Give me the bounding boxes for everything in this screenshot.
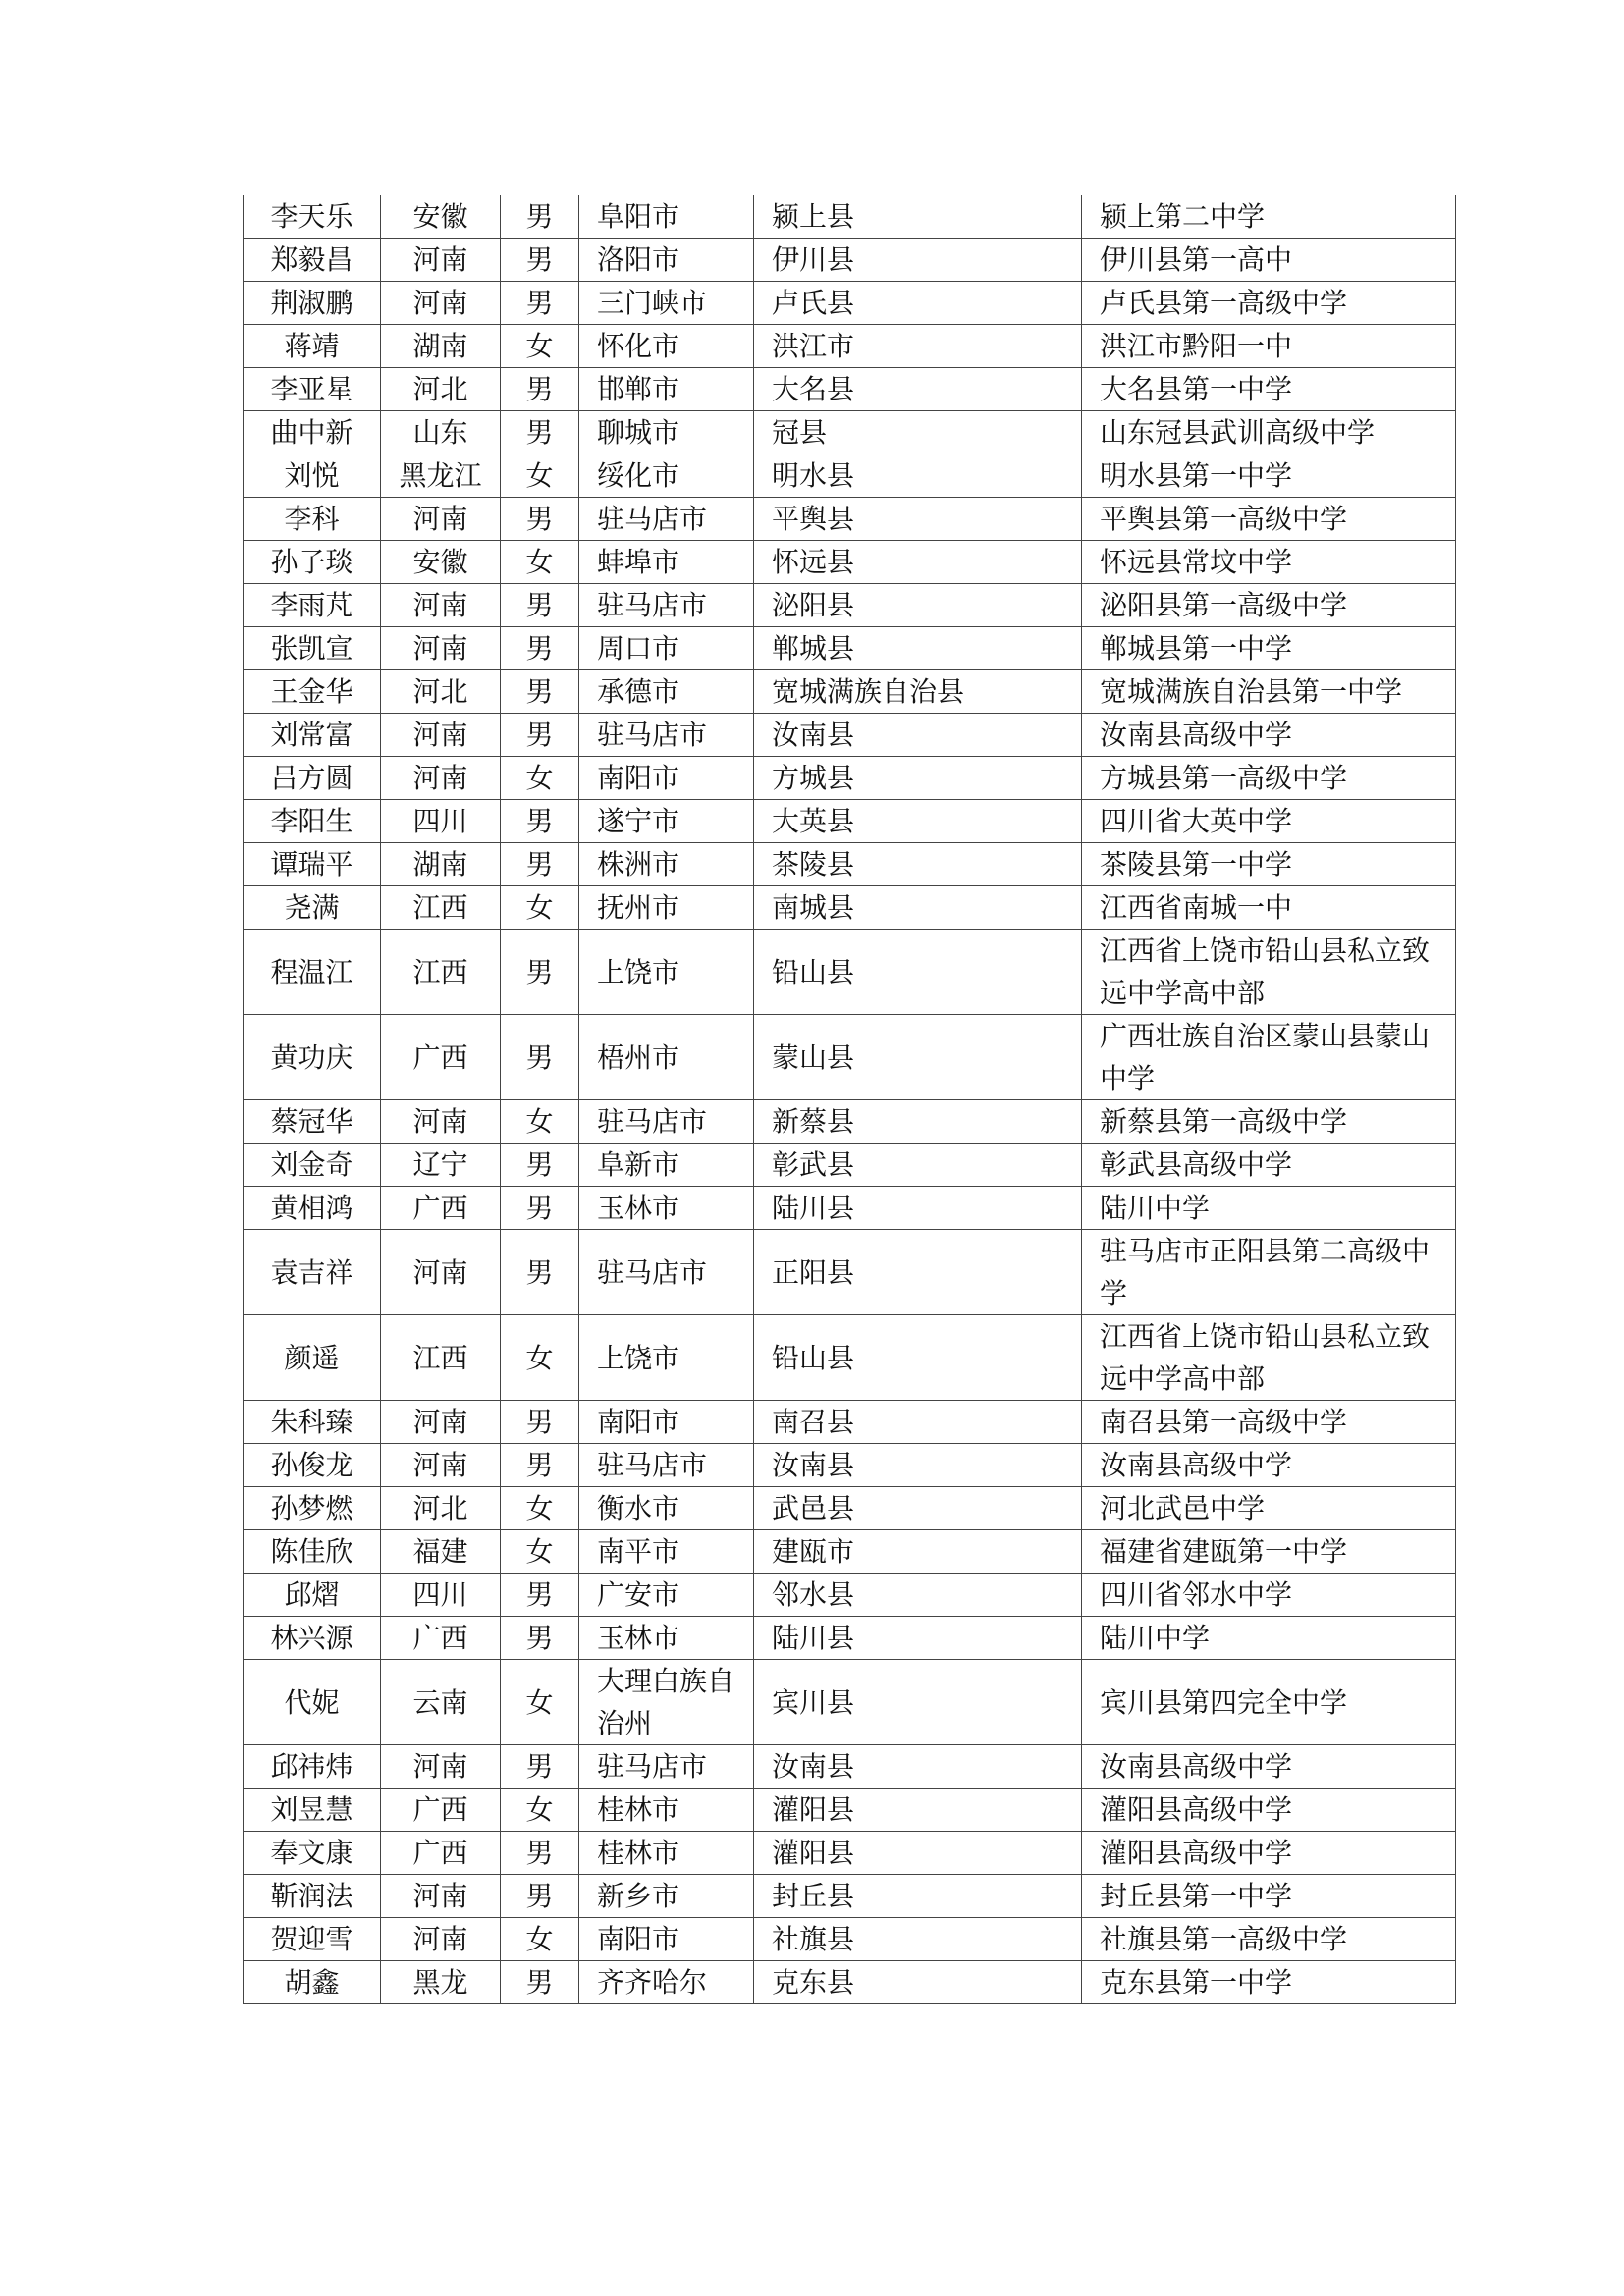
table-row xyxy=(244,498,1456,541)
county-cell: 灌阳县 xyxy=(754,1789,1082,1832)
gender-cell: 男 xyxy=(501,843,579,886)
gender-cell: 男 xyxy=(501,1832,579,1875)
student-name-cell: 黄功庆 xyxy=(244,1015,381,1100)
student-name-cell: 张凯宣 xyxy=(244,627,381,670)
province-cell: 广西 xyxy=(381,1187,501,1230)
county-cell: 冠县 xyxy=(754,411,1082,454)
student-name-cell: 李科 xyxy=(244,498,381,541)
table-row xyxy=(244,1401,1456,1444)
county-cell: 社旗县 xyxy=(754,1918,1082,1961)
table-row xyxy=(244,239,1456,282)
student-name-cell: 曲中新 xyxy=(244,411,381,454)
school-cell: 茶陵县第一中学 xyxy=(1082,843,1456,886)
table-row xyxy=(244,1617,1456,1660)
province-cell: 广西 xyxy=(381,1789,501,1832)
school-cell: 方城县第一高级中学 xyxy=(1082,757,1456,800)
gender-cell: 女 xyxy=(501,1789,579,1832)
province-cell: 河南 xyxy=(381,1745,501,1789)
gender-cell: 男 xyxy=(501,1961,579,2004)
gender-cell: 男 xyxy=(501,1015,579,1100)
province-cell: 福建 xyxy=(381,1530,501,1574)
table-row xyxy=(244,1315,1456,1401)
gender-cell: 男 xyxy=(501,800,579,843)
gender-cell: 男 xyxy=(501,930,579,1015)
table-row xyxy=(244,757,1456,800)
county-cell: 怀远县 xyxy=(754,541,1082,584)
gender-cell: 女 xyxy=(501,454,579,498)
province-cell: 黑龙 xyxy=(381,1961,501,2004)
school-cell: 彰武县高级中学 xyxy=(1082,1144,1456,1187)
gender-cell: 男 xyxy=(501,1875,579,1918)
county-cell: 新蔡县 xyxy=(754,1100,1082,1144)
school-cell: 河北武邑中学 xyxy=(1082,1487,1456,1530)
city-cell: 株洲市 xyxy=(579,843,754,886)
city-cell: 南阳市 xyxy=(579,757,754,800)
student-name-cell: 刘昱慧 xyxy=(244,1789,381,1832)
gender-cell: 男 xyxy=(501,670,579,714)
county-cell: 宽城满族自治县 xyxy=(754,670,1082,714)
gender-cell: 男 xyxy=(501,1444,579,1487)
county-cell: 泌阳县 xyxy=(754,584,1082,627)
school-cell: 山东冠县武训高级中学 xyxy=(1082,411,1456,454)
student-name-cell: 程温江 xyxy=(244,930,381,1015)
county-cell: 平舆县 xyxy=(754,498,1082,541)
county-cell: 南城县 xyxy=(754,886,1082,930)
student-name-cell: 颜遥 xyxy=(244,1315,381,1401)
table-row xyxy=(244,541,1456,584)
student-name-cell: 代妮 xyxy=(244,1660,381,1745)
gender-cell: 女 xyxy=(501,1530,579,1574)
school-cell: 泌阳县第一高级中学 xyxy=(1082,584,1456,627)
county-cell: 蒙山县 xyxy=(754,1015,1082,1100)
county-cell: 茶陵县 xyxy=(754,843,1082,886)
county-cell: 正阳县 xyxy=(754,1230,1082,1315)
table-row xyxy=(244,1444,1456,1487)
school-cell: 陆川中学 xyxy=(1082,1187,1456,1230)
student-name-cell: 林兴源 xyxy=(244,1617,381,1660)
gender-cell: 男 xyxy=(501,239,579,282)
city-cell: 玉林市 xyxy=(579,1617,754,1660)
province-cell: 广西 xyxy=(381,1832,501,1875)
city-cell: 上饶市 xyxy=(579,930,754,1015)
gender-cell: 男 xyxy=(501,627,579,670)
student-name-cell: 靳润法 xyxy=(244,1875,381,1918)
table-row xyxy=(244,843,1456,886)
student-name-cell: 尧满 xyxy=(244,886,381,930)
province-cell: 山东 xyxy=(381,411,501,454)
province-cell: 辽宁 xyxy=(381,1144,501,1187)
student-name-cell: 邱祎炜 xyxy=(244,1745,381,1789)
gender-cell: 男 xyxy=(501,282,579,325)
gender-cell: 男 xyxy=(501,584,579,627)
table-row xyxy=(244,282,1456,325)
gender-cell: 男 xyxy=(501,195,579,239)
gender-cell: 男 xyxy=(501,1574,579,1617)
school-cell: 汝南县高级中学 xyxy=(1082,714,1456,757)
county-cell: 明水县 xyxy=(754,454,1082,498)
city-cell: 驻马店市 xyxy=(579,714,754,757)
county-cell: 武邑县 xyxy=(754,1487,1082,1530)
province-cell: 河南 xyxy=(381,282,501,325)
table-row xyxy=(244,1875,1456,1918)
city-cell: 新乡市 xyxy=(579,1875,754,1918)
student-name-cell: 刘金奇 xyxy=(244,1144,381,1187)
school-cell: 新蔡县第一高级中学 xyxy=(1082,1100,1456,1144)
table-row xyxy=(244,627,1456,670)
province-cell: 河南 xyxy=(381,714,501,757)
gender-cell: 女 xyxy=(501,1660,579,1745)
gender-cell: 男 xyxy=(501,411,579,454)
city-cell: 桂林市 xyxy=(579,1789,754,1832)
table-row xyxy=(244,584,1456,627)
city-cell: 驻马店市 xyxy=(579,498,754,541)
province-cell: 黑龙江 xyxy=(381,454,501,498)
gender-cell: 女 xyxy=(501,757,579,800)
province-cell: 河南 xyxy=(381,627,501,670)
city-cell: 大理白族自治州 xyxy=(579,1660,754,1745)
table-row xyxy=(244,714,1456,757)
gender-cell: 女 xyxy=(501,541,579,584)
province-cell: 云南 xyxy=(381,1660,501,1745)
student-name-cell: 荆淑鹏 xyxy=(244,282,381,325)
city-cell: 抚州市 xyxy=(579,886,754,930)
school-cell: 汝南县高级中学 xyxy=(1082,1745,1456,1789)
school-cell: 大名县第一中学 xyxy=(1082,368,1456,411)
table-row xyxy=(244,1015,1456,1100)
student-name-cell: 蒋靖 xyxy=(244,325,381,368)
province-cell: 河南 xyxy=(381,584,501,627)
city-cell: 南阳市 xyxy=(579,1918,754,1961)
city-cell: 衡水市 xyxy=(579,1487,754,1530)
county-cell: 郸城县 xyxy=(754,627,1082,670)
province-cell: 河南 xyxy=(381,1875,501,1918)
province-cell: 安徽 xyxy=(381,541,501,584)
county-cell: 伊川县 xyxy=(754,239,1082,282)
gender-cell: 男 xyxy=(501,368,579,411)
school-cell: 颍上第二中学 xyxy=(1082,195,1456,239)
city-cell: 驻马店市 xyxy=(579,1745,754,1789)
school-cell: 怀远县常坟中学 xyxy=(1082,541,1456,584)
province-cell: 河南 xyxy=(381,757,501,800)
student-name-cell: 孙俊龙 xyxy=(244,1444,381,1487)
gender-cell: 女 xyxy=(501,325,579,368)
school-cell: 克东县第一中学 xyxy=(1082,1961,1456,2004)
school-cell: 江西省上饶市铅山县私立致远中学高中部 xyxy=(1082,930,1456,1015)
county-cell: 邻水县 xyxy=(754,1574,1082,1617)
table-row xyxy=(244,195,1456,239)
student-name-cell: 李天乐 xyxy=(244,195,381,239)
table-row xyxy=(244,1487,1456,1530)
table-row xyxy=(244,670,1456,714)
city-cell: 聊城市 xyxy=(579,411,754,454)
student-name-cell: 刘常富 xyxy=(244,714,381,757)
city-cell: 驻马店市 xyxy=(579,1100,754,1144)
table-row xyxy=(244,930,1456,1015)
county-cell: 陆川县 xyxy=(754,1187,1082,1230)
table-row xyxy=(244,454,1456,498)
school-cell: 陆川中学 xyxy=(1082,1617,1456,1660)
city-cell: 阜阳市 xyxy=(579,195,754,239)
table-row xyxy=(244,800,1456,843)
province-cell: 河南 xyxy=(381,1401,501,1444)
table-row xyxy=(244,1230,1456,1315)
student-name-cell: 邱熠 xyxy=(244,1574,381,1617)
province-cell: 江西 xyxy=(381,886,501,930)
gender-cell: 男 xyxy=(501,1617,579,1660)
school-cell: 驻马店市正阳县第二高级中学 xyxy=(1082,1230,1456,1315)
student-name-cell: 蔡冠华 xyxy=(244,1100,381,1144)
county-cell: 彰武县 xyxy=(754,1144,1082,1187)
city-cell: 驻马店市 xyxy=(579,1444,754,1487)
county-cell: 汝南县 xyxy=(754,1444,1082,1487)
city-cell: 绥化市 xyxy=(579,454,754,498)
city-cell: 周口市 xyxy=(579,627,754,670)
province-cell: 河南 xyxy=(381,1444,501,1487)
city-cell: 怀化市 xyxy=(579,325,754,368)
student-name-cell: 陈佳欣 xyxy=(244,1530,381,1574)
table-row xyxy=(244,325,1456,368)
student-name-cell: 李阳生 xyxy=(244,800,381,843)
table-row xyxy=(244,1961,1456,2004)
province-cell: 河南 xyxy=(381,1230,501,1315)
table-row xyxy=(244,1144,1456,1187)
city-cell: 驻马店市 xyxy=(579,1230,754,1315)
student-name-cell: 孙子琰 xyxy=(244,541,381,584)
county-cell: 克东县 xyxy=(754,1961,1082,2004)
gender-cell: 男 xyxy=(501,1187,579,1230)
table-row xyxy=(244,1832,1456,1875)
gender-cell: 男 xyxy=(501,714,579,757)
table-row xyxy=(244,1187,1456,1230)
city-cell: 南平市 xyxy=(579,1530,754,1574)
student-name-cell: 贺迎雪 xyxy=(244,1918,381,1961)
school-cell: 灌阳县高级中学 xyxy=(1082,1789,1456,1832)
province-cell: 湖南 xyxy=(381,843,501,886)
county-cell: 汝南县 xyxy=(754,714,1082,757)
city-cell: 阜新市 xyxy=(579,1144,754,1187)
county-cell: 汝南县 xyxy=(754,1745,1082,1789)
county-cell: 方城县 xyxy=(754,757,1082,800)
school-cell: 广西壮族自治区蒙山县蒙山中学 xyxy=(1082,1015,1456,1100)
table-row xyxy=(244,886,1456,930)
table-row xyxy=(244,368,1456,411)
school-cell: 封丘县第一中学 xyxy=(1082,1875,1456,1918)
city-cell: 洛阳市 xyxy=(579,239,754,282)
student-name-cell: 郑毅昌 xyxy=(244,239,381,282)
school-cell: 卢氏县第一高级中学 xyxy=(1082,282,1456,325)
city-cell: 玉林市 xyxy=(579,1187,754,1230)
student-name-cell: 王金华 xyxy=(244,670,381,714)
student-name-cell: 吕方圆 xyxy=(244,757,381,800)
province-cell: 四川 xyxy=(381,800,501,843)
city-cell: 上饶市 xyxy=(579,1315,754,1401)
province-cell: 江西 xyxy=(381,1315,501,1401)
school-cell: 平舆县第一高级中学 xyxy=(1082,498,1456,541)
province-cell: 河北 xyxy=(381,1487,501,1530)
school-cell: 社旗县第一高级中学 xyxy=(1082,1918,1456,1961)
student-name-cell: 袁吉祥 xyxy=(244,1230,381,1315)
gender-cell: 女 xyxy=(501,1487,579,1530)
province-cell: 四川 xyxy=(381,1574,501,1617)
province-cell: 广西 xyxy=(381,1015,501,1100)
province-cell: 江西 xyxy=(381,930,501,1015)
city-cell: 南阳市 xyxy=(579,1401,754,1444)
city-cell: 承德市 xyxy=(579,670,754,714)
table-row xyxy=(244,1745,1456,1789)
county-cell: 颍上县 xyxy=(754,195,1082,239)
gender-cell: 男 xyxy=(501,1401,579,1444)
gender-cell: 女 xyxy=(501,886,579,930)
province-cell: 河南 xyxy=(381,1918,501,1961)
student-table xyxy=(243,195,1456,2004)
table-row xyxy=(244,1789,1456,1832)
province-cell: 广西 xyxy=(381,1617,501,1660)
table-row xyxy=(244,1660,1456,1745)
school-cell: 明水县第一中学 xyxy=(1082,454,1456,498)
student-name-cell: 孙梦燃 xyxy=(244,1487,381,1530)
student-name-cell: 李雨芃 xyxy=(244,584,381,627)
province-cell: 河北 xyxy=(381,670,501,714)
province-cell: 安徽 xyxy=(381,195,501,239)
city-cell: 驻马店市 xyxy=(579,584,754,627)
table-row xyxy=(244,1918,1456,1961)
county-cell: 大名县 xyxy=(754,368,1082,411)
county-cell: 卢氏县 xyxy=(754,282,1082,325)
gender-cell: 女 xyxy=(501,1100,579,1144)
city-cell: 遂宁市 xyxy=(579,800,754,843)
city-cell: 三门峡市 xyxy=(579,282,754,325)
school-cell: 四川省邻水中学 xyxy=(1082,1574,1456,1617)
county-cell: 铅山县 xyxy=(754,930,1082,1015)
student-name-cell: 谭瑞平 xyxy=(244,843,381,886)
county-cell: 大英县 xyxy=(754,800,1082,843)
school-cell: 四川省大英中学 xyxy=(1082,800,1456,843)
city-cell: 邯郸市 xyxy=(579,368,754,411)
city-cell: 梧州市 xyxy=(579,1015,754,1100)
county-cell: 宾川县 xyxy=(754,1660,1082,1745)
city-cell: 广安市 xyxy=(579,1574,754,1617)
gender-cell: 男 xyxy=(501,1230,579,1315)
county-cell: 南召县 xyxy=(754,1401,1082,1444)
school-cell: 江西省上饶市铅山县私立致远中学高中部 xyxy=(1082,1315,1456,1401)
school-cell: 郸城县第一中学 xyxy=(1082,627,1456,670)
county-cell: 洪江市 xyxy=(754,325,1082,368)
student-name-cell: 奉文康 xyxy=(244,1832,381,1875)
table-row xyxy=(244,1100,1456,1144)
table-row xyxy=(244,411,1456,454)
county-cell: 灌阳县 xyxy=(754,1832,1082,1875)
gender-cell: 男 xyxy=(501,1745,579,1789)
table-row xyxy=(244,1574,1456,1617)
student-name-cell: 朱科臻 xyxy=(244,1401,381,1444)
gender-cell: 男 xyxy=(501,1144,579,1187)
county-cell: 陆川县 xyxy=(754,1617,1082,1660)
province-cell: 河南 xyxy=(381,239,501,282)
school-cell: 伊川县第一高中 xyxy=(1082,239,1456,282)
gender-cell: 男 xyxy=(501,498,579,541)
school-cell: 江西省南城一中 xyxy=(1082,886,1456,930)
school-cell: 灌阳县高级中学 xyxy=(1082,1832,1456,1875)
city-cell: 齐齐哈尔 xyxy=(579,1961,754,2004)
county-cell: 建瓯市 xyxy=(754,1530,1082,1574)
student-name-cell: 李亚星 xyxy=(244,368,381,411)
school-cell: 宽城满族自治县第一中学 xyxy=(1082,670,1456,714)
city-cell: 蚌埠市 xyxy=(579,541,754,584)
county-cell: 封丘县 xyxy=(754,1875,1082,1918)
school-cell: 洪江市黔阳一中 xyxy=(1082,325,1456,368)
gender-cell: 女 xyxy=(501,1315,579,1401)
school-cell: 福建省建瓯第一中学 xyxy=(1082,1530,1456,1574)
school-cell: 宾川县第四完全中学 xyxy=(1082,1660,1456,1745)
table-row xyxy=(244,1530,1456,1574)
student-name-cell: 黄相鸿 xyxy=(244,1187,381,1230)
county-cell: 铅山县 xyxy=(754,1315,1082,1401)
school-cell: 南召县第一高级中学 xyxy=(1082,1401,1456,1444)
student-name-cell: 刘悦 xyxy=(244,454,381,498)
province-cell: 河南 xyxy=(381,498,501,541)
student-name-cell: 胡鑫 xyxy=(244,1961,381,2004)
province-cell: 河北 xyxy=(381,368,501,411)
city-cell: 桂林市 xyxy=(579,1832,754,1875)
province-cell: 河南 xyxy=(381,1100,501,1144)
gender-cell: 女 xyxy=(501,1918,579,1961)
school-cell: 汝南县高级中学 xyxy=(1082,1444,1456,1487)
province-cell: 湖南 xyxy=(381,325,501,368)
